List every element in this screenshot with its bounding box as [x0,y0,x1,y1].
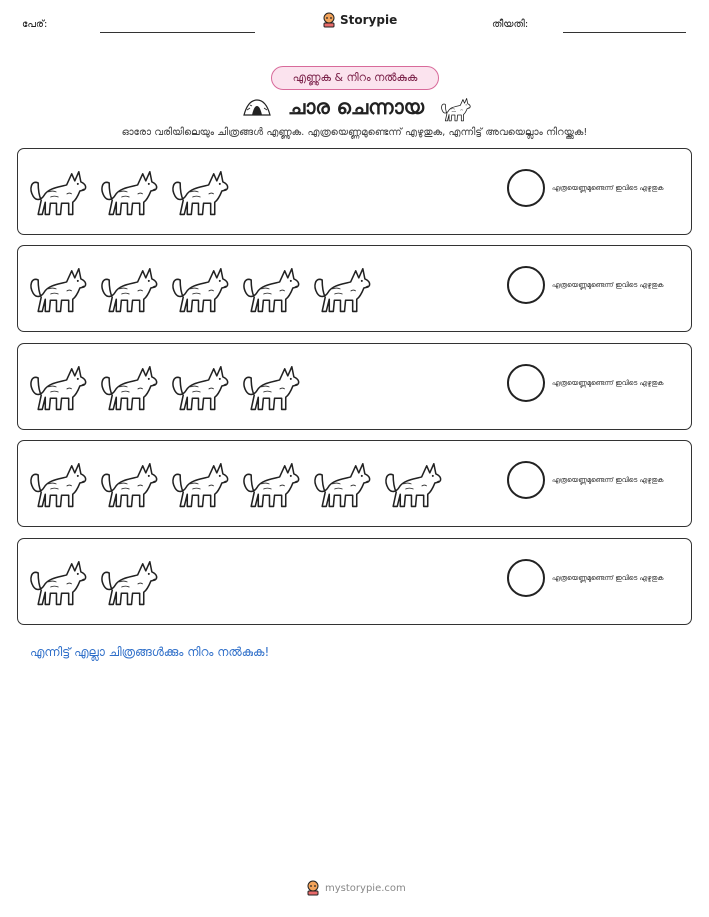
wolf-icon [170,352,231,414]
wolf-icon [383,449,444,511]
wolf-icon [28,352,89,414]
wolf-icon [170,449,231,511]
wolf-group [28,352,302,414]
brand-name: Storypie [340,13,398,27]
wolf-icon [241,352,302,414]
name-label: പേര്: [22,19,48,30]
wolf-icon [312,449,373,511]
wolf-icon [99,547,160,609]
wolf-icon [440,91,472,123]
wolf-icon [28,157,89,219]
answer-label: എത്രയെണ്ണമുണ്ടെന്ന് ഇവിടെ എഴുതുക [552,476,664,484]
wolf-icon [241,449,302,511]
answer-label: എത്രയെണ്ണമുണ്ടെന്ന് ഇവിടെ എഴുതുക [552,184,664,192]
name-field[interactable] [100,32,255,33]
cave-icon [242,98,272,116]
answer-circle[interactable] [507,461,545,499]
answer-label: എത്രയെണ്ണമുണ്ടെന്ന് ഇവിടെ എഴുതുക [552,281,664,289]
wolf-icon [28,254,89,316]
wolf-group [28,254,373,316]
page-title: ചാര ചെന്നായ [287,95,425,119]
count-row [17,148,692,235]
footer-note: എന്നിട്ട് എല്ലാ ചിത്രങ്ങൾക്കും നിറം നൽകുക! [30,645,270,659]
answer-circle[interactable] [507,364,545,402]
wolf-icon [28,449,89,511]
answer-circle[interactable] [507,169,545,207]
instruction-text: ഓരോ വരിയിലെയും ചിത്രങ്ങൾ എണ്ണുക. എത്രയെണ്ണമുണ്ടെന്ന് എഴുതുക, എന്നിട്ട് അവയെല്ലാം നിറയ്ക്കുക! [121,127,588,138]
brand [322,12,397,28]
storypie-logo [322,12,336,28]
wolf-icon [99,352,160,414]
wolf-icon [312,254,373,316]
count-row [17,440,692,527]
wolf-group [28,157,231,219]
activity-pill-label: എണ്ണുക & നിറം നൽകുക [292,71,418,84]
date-field[interactable] [563,32,686,33]
wolf-icon [99,449,160,511]
wolf-group [28,449,444,511]
answer-circle[interactable] [507,266,545,304]
title-row [222,92,492,122]
count-row [17,538,692,625]
wolf-group [28,547,160,609]
answer-label: എത്രയെണ്ണമുണ്ടെന്ന് ഇവിടെ എഴുതുക [552,379,664,387]
wolf-icon [170,157,231,219]
storypie-logo [306,880,320,896]
wolf-icon [170,254,231,316]
site-url: mystorypie.com [325,882,406,894]
wolf-icon [241,254,302,316]
wolf-icon [99,254,160,316]
answer-circle[interactable] [507,559,545,597]
activity-pill [271,66,439,90]
wolf-icon [99,157,160,219]
date-label: തീയതി: [492,19,529,30]
count-row [17,245,692,332]
answer-label: എത്രയെണ്ണമുണ്ടെന്ന് ഇവിടെ എഴുതുക [552,574,664,582]
count-row [17,343,692,430]
site-footer [306,880,406,896]
wolf-icon [28,547,89,609]
